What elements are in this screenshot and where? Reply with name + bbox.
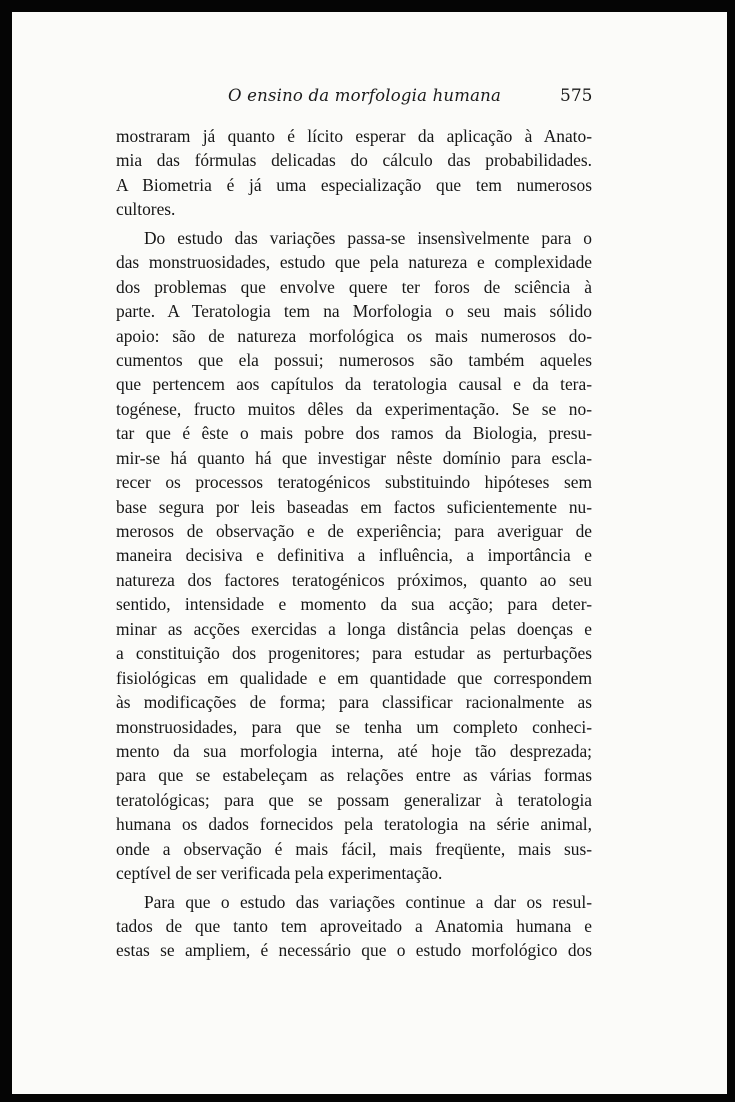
text-line: Do estudo das variações passa-se insensìvelmente para o — [144, 227, 592, 248]
text-line: maneira decisiva e definitiva a influência, a importância e — [116, 545, 592, 566]
text-line: às modificações de forma; para classificar racionalmente as — [116, 692, 592, 713]
body-text — [116, 124, 592, 963]
text-line: que pertencem aos capítulos da teratologia causal e da tera- — [116, 374, 592, 395]
text-line: onde a observação é mais fácil, mais freqüente, mais sus- — [116, 838, 592, 859]
text-line: recer os processos teratogénicos substituindo hipóteses sem — [116, 472, 592, 493]
text-line: parte. A Teratologia tem na Morfologia o seu mais sólido — [116, 301, 592, 322]
text-line: fisiológicas em qualidade e em quantidade que correspondem — [116, 667, 592, 688]
text-line: das monstruosidades, estudo que pela natureza e complexidade — [116, 252, 592, 273]
paragraph-2 — [116, 226, 592, 886]
running-title: O ensino da morfologia humana — [228, 86, 501, 105]
text-line: merosos de observação e de experiência; para averiguar de — [116, 521, 592, 541]
text-line: dos problemas que envolve quere ter foros de sciência à — [116, 276, 592, 297]
text-line: sentido, intensidade e momento da sua acção; para deter- — [116, 594, 592, 615]
text-line: para que se estabeleçam as relações entre as várias formas — [116, 765, 592, 786]
text-line: cumentos que ela possui; numerosos são também aqueles — [116, 349, 592, 370]
text-line: Para que o estudo das variações continue a dar os resul- — [144, 891, 592, 912]
text-line: cultores. — [116, 199, 176, 220]
text-line: base segura por leis baseadas em factos suficientemente nu- — [116, 496, 592, 517]
text-line: natureza dos factores teratogénicos próximos, quanto ao seu — [116, 569, 592, 590]
text-line: estas se ampliem, é necessário que o estudo morfológico dos — [116, 940, 592, 961]
paragraph-1 — [116, 124, 592, 222]
text-line: a constituição dos progenitores; para estudar as perturbações — [116, 643, 592, 664]
book-page — [12, 12, 727, 1094]
text-line: mento da sua morfologia interna, até hoje tão desprezada; — [116, 740, 592, 761]
text-line: minar as acções exercidas a longa distância pelas doenças e — [116, 618, 592, 639]
text-line: tar que é êste o mais pobre dos ramos da Biologia, presu- — [116, 423, 592, 444]
text-line: humana os dados fornecidos pela teratologia na série animal, — [116, 814, 592, 835]
text-line: monstruosidades, para que se tenha um completo conheci- — [116, 716, 592, 737]
text-line: tados de que tanto tem aproveitado a Anatomia humana e — [116, 916, 592, 936]
text-line: mostraram já quanto é lícito esperar da aplicação à Anato- — [116, 126, 592, 146]
text-line: togénese, fructo muitos dêles da experimentação. Se se no- — [116, 398, 592, 419]
paragraph-3 — [116, 890, 592, 963]
text-line: mir-se há quanto há que investigar nêste domínio para escla- — [116, 447, 592, 468]
page-number: 575 — [560, 86, 593, 106]
text-line: mia das fórmulas delicadas do cálculo das probabilidades. — [116, 150, 592, 171]
text-line: teratológicas; para que se possam generalizar à teratologia — [116, 789, 592, 810]
text-line: ceptível de ser verificada pela experimentação. — [116, 863, 443, 884]
page-header — [12, 86, 727, 110]
text-line: A Biometria é já uma especialização que tem numerosos — [116, 174, 592, 195]
text-line: apoio: são de natureza morfológica os mais numerosos do- — [116, 325, 592, 346]
